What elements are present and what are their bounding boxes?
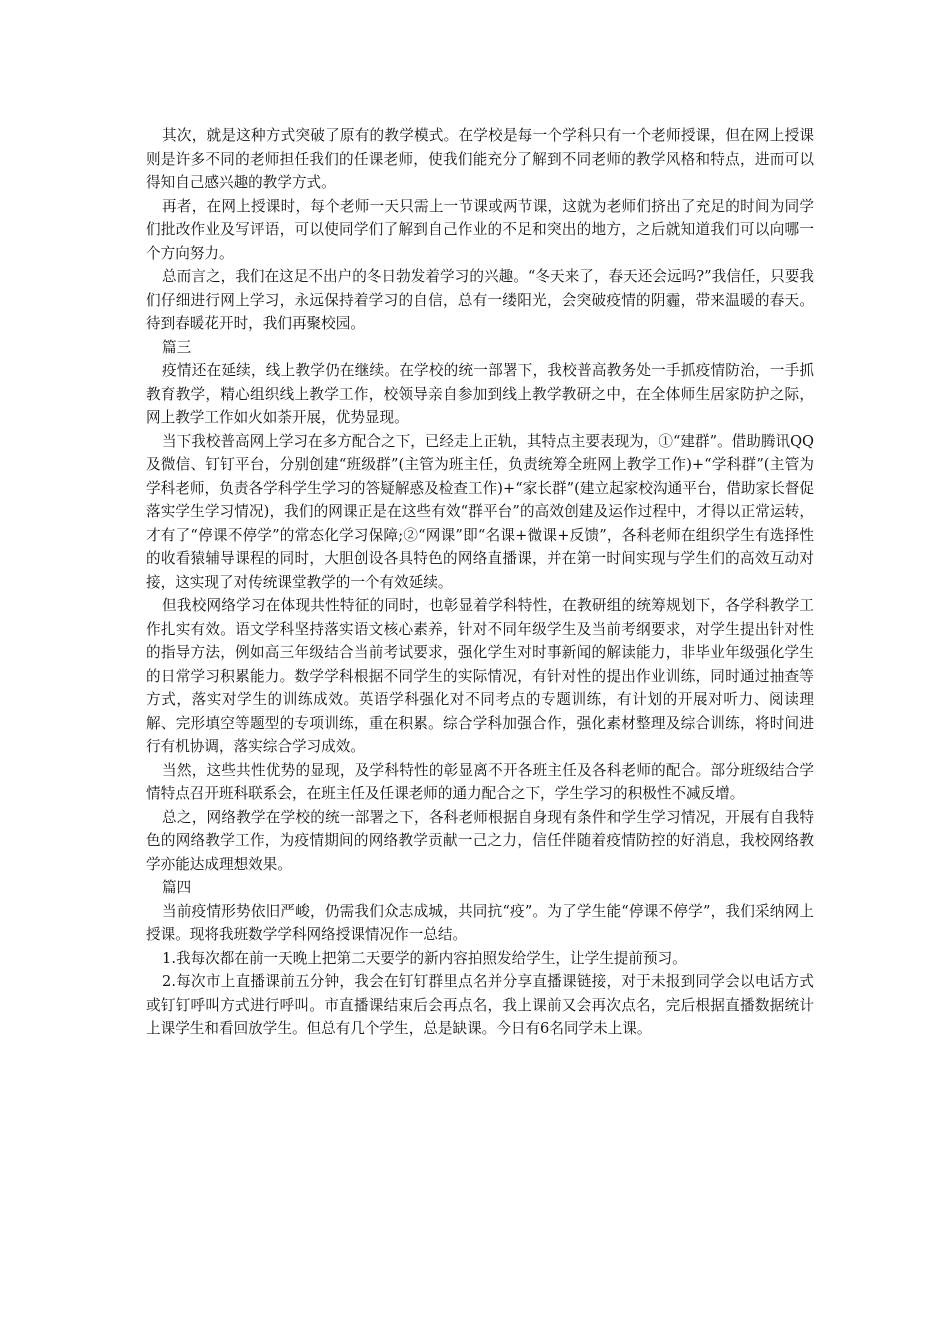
paragraph-in-summary: 总而言之，我们在这足不出户的冬日勃发着学习的兴趣。“冬天来了，春天还会远吗?”我信任，只要我们仔细进行网上学习，永远保持着学习的自信，总有一缕阳光，会突破疫情的阴霾，带来温暖的春天。待到春暖花开时，我们再聚校园。 xyxy=(146,268,814,332)
paragraph-in-short: 总之，网络教学在学校的统一部署之下，各科老师根据自身现有条件和学生学习情况，开展有自我特色的网络教学工作，为疫情期间的网络教学贡献一己之力，信任伴随着疫情防控的好消息，我校网络教学亦能达成理想效果。 xyxy=(146,808,814,873)
paragraph-of-course: 当然，这些共性优势的显现，及学科特性的彰显离不开各班主任及各科老师的配合。部分班级结合学情特点召开班科联系会，在班主任及任课老师的通力配合之下，学生学习的积极性不减反增。 xyxy=(146,761,814,802)
paragraph-furthermore: 再者，在网上授课时，每个老师一天只需上一节课或两节课，这就为老师们挤出了充足的时间为同学们批改作业及写评语，可以使同学们了解到自己作业的不足和突出的地方，之后就知道我们可以向哪一个方向努力。 xyxy=(146,197,814,262)
paragraph-current-status: 当下我校普高网上学习在多方配合之下，已经走上正轨，其特点主要表现为，①“建群”。借助腾讯QQ及微信、钉钉平台，分别创建“班级群”(主管为班主任，负责统筹全班网上教学工作)+“学科群”(主管为学科老师，负责各学科学生学习的答疑解惑及检查工作)+“家长群”(建立起家校沟通平台，借助家长督促落实学生学习情况)，我们的网课正是在这些有效“群平台”的高效创建及运作过程中，才得以正常运转，才有了“停课不停学”的常态化学习保障;②“网课”即“名课+微课+反馈”，各科老师在组织学生有选择性的收看猿辅导课程的同时，大胆创设各具特色的网络直播课，并在第一时间实现与学生们的高效互动对接，这实现了对传统课堂教学的一个有效延续。 xyxy=(146,432,814,591)
paragraph-epidemic-continues: 疫情还在延续，线上教学仍在继续。在学校的统一部署下，我校普高教务处一手抓疫情防治，一手抓教育教学，精心组织线上教学工作，校领导亲自参加到线上教学教研之中，在全体师生居家防护之际，网上教学工作如火如荼开展，优势显现。 xyxy=(146,362,814,426)
paragraph-item-two: 2.每次市上直播课前五分钟，我会在钉钉群里点名并分享直播课链接，对于未报到同学会以电话方式或钉钉呼叫方式进行呼叫。市直播课结束后会再点名，我上课前又会再次点名，完后根据直播数据统计上课学生和看回放学生。但总有几个学生，总是缺课。今日有6名同学未上课。 xyxy=(146,973,814,1037)
paragraph-subject-specific: 但我校网络学习在体现共性特征的同时，也彰显着学科特性，在教研组的统筹规划下，各学科教学工作扎实有效。语文学科坚持落实语文核心素养，针对不同年级学生及当前考纲要求，对学生提出针对性的指导方法，例如高三年级结合当前考试要求，强化学生对时事新闻的解读能力，非毕业年级强化学生的日常学习积累能力。数学学科根据不同学生的实际情况，有针对性的提出作业训练，同时通过抽查等方式，落实对学生的训练成效。英语学科强化对不同考点的专题训练，有计划的开展对听力、阅读理解、完形填空等题型的专项训练，重在积累。综合学科加强合作，强化素材整理及综合训练，将时间进行有机协调，落实综合学习成效。 xyxy=(146,597,814,755)
paragraph-current-situation: 当前疫情形势依旧严峻，仍需我们众志成城，共同抗“疫”。为了学生能“停课不停学”，我们采纳网上授课。现将我班数学学科网络授课情况作一总结。 xyxy=(146,902,814,943)
paragraph-item-one: 1.我每次都在前一天晚上把第二天要学的新内容拍照发给学生，让学生提前预习。 xyxy=(162,949,687,967)
section-heading-part-three: 篇三 xyxy=(162,338,192,356)
document-body xyxy=(146,124,814,1041)
section-heading-part-four: 篇四 xyxy=(162,879,192,896)
paragraph-secondly: 其次，就是这种方式突破了原有的教学模式。在学校是每一个学科只有一个老师授课，但在网上授课则是许多不同的老师担任我们的任课老师，使我们能充分了解到不同老师的教学风格和特点，进而可以得知自己感兴趣的教学方式。 xyxy=(146,127,814,191)
